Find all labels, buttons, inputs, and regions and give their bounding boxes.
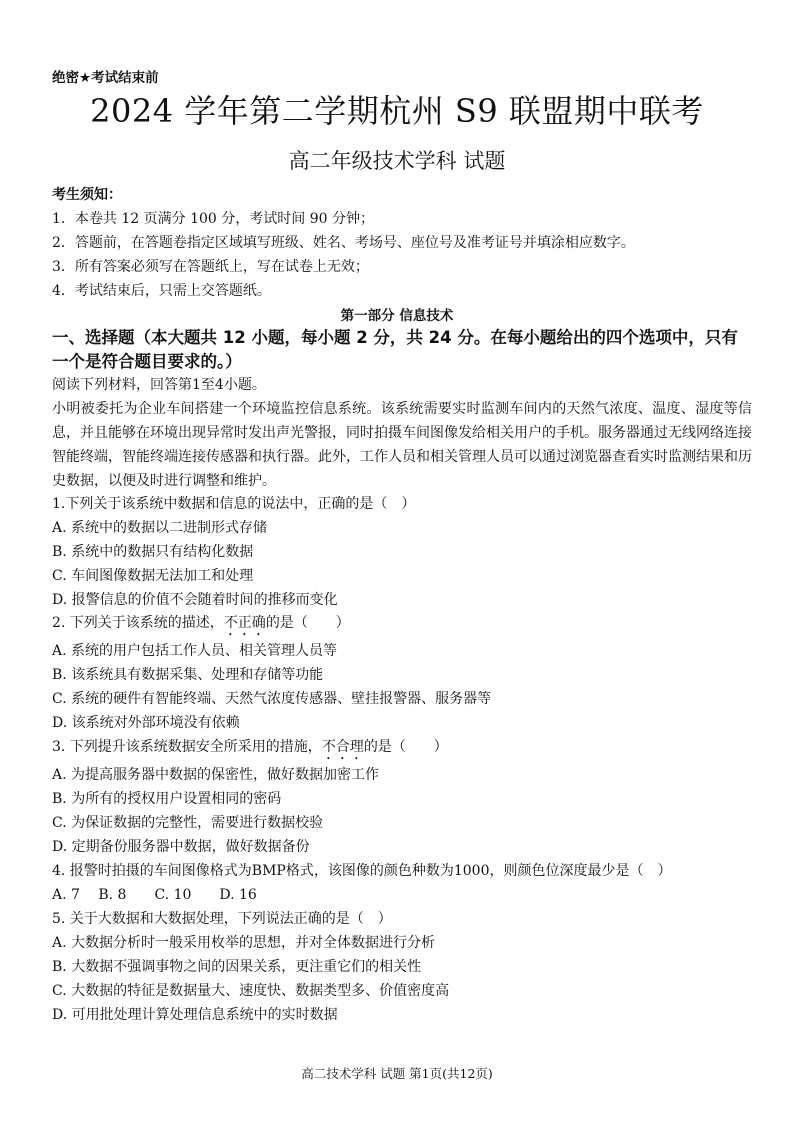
option: D. 该系统对外部环境没有依赖 [52, 715, 240, 731]
notice-heading: 考生须知： [52, 187, 122, 203]
option: C. 为保证数据的完整性，需要进行数据校验 [52, 815, 324, 831]
option: D. 定期备份服务器中数据，做好数据备份 [52, 839, 310, 855]
option: B. 为所有的授权用户设置相同的密码 [52, 791, 282, 807]
emphasized-word: 不合理 [321, 739, 364, 755]
option: C. 车间图像数据无法加工和处理 [52, 568, 254, 584]
option-row: A. 7 B. 8 C. 10 D. 16 [52, 887, 257, 903]
notice-item: 1．本卷共 12 页满分 100 分，考试时间 90 分钟； [52, 211, 374, 227]
notice-item: 3．所有答案必须写在答题纸上，写在试卷上无效； [52, 259, 369, 275]
stem-text: 2. 下列关于该系统的描述， [52, 615, 224, 631]
exam-subtitle: 高二年级技术学科 试题 [288, 149, 506, 173]
stem-text: 的是（ ） [265, 615, 350, 631]
question-stem: 4. 报警时拍摄的车间图像格式为BMP格式，该图像的颜色种数为1000，则颜色位深度最少是（ ） [52, 863, 672, 879]
option: B. 该系统具有数据采集、处理和存储等功能 [52, 667, 324, 683]
option: A. 系统的用户包括工作人员、相关管理人员等 [52, 643, 338, 659]
option: A. 系统中的数据以二进制形式存储 [52, 520, 268, 536]
section-title: 一、选择题（本大题共 12 小题，每小题 2 分，共 24 分。在每小题给出的四个选项中，只有一个是符合题目要求的。） [52, 328, 738, 371]
option: C. 系统的硬件有智能终端、天然气浓度传感器、壁挂报警器、服务器等 [52, 691, 492, 707]
question-stem [52, 736, 448, 763]
page-footer: 高二技术学科 试题 第1页(共12页) [301, 1066, 493, 1081]
option: A. 为提高服务器中数据的保密性，做好数据加密工作 [52, 767, 380, 783]
option: B. 系统中的数据只有结构化数据 [52, 544, 254, 560]
question-stem [52, 612, 350, 639]
notice-item: 2．答题前，在答题卷指定区域填写班级、姓名、考场号、座位号及准考证号并填涂相应数字。 [52, 235, 635, 251]
option: D. 可用批处理计算处理信息系统中的实时数据 [52, 1007, 338, 1023]
stem-text: 3. 下列提升该系统数据安全所采用的措施， [52, 739, 322, 755]
stem-text: 的是（ ） [363, 739, 448, 755]
part-title: 第一部分 信息技术 [340, 308, 454, 324]
exam-title: 2024 学年第二学期杭州 S9 联盟期中联考 [90, 92, 704, 130]
option: A. 大数据分析时一般采用枚举的思想，并对全体数据进行分析 [52, 935, 436, 951]
question-stem: 1.下列关于该系统中数据和信息的说法中，正确的是（ ） [52, 496, 416, 512]
emphasized-word: 不正确 [223, 615, 266, 631]
option: D. 报警信息的价值不会随着时间的推移而变化 [52, 592, 338, 608]
material-text: 小明被委托为企业车间搭建一个环境监控信息系统。该系统需要实时监测车间内的天然气浓度、温度、湿度等信息，并且能够在环境出现异常时发出声光警报，同时拍摄车间图像发给相关用户的手机。服务器通过无线网络连接智能终端，智能终端连接传感器和执行器。此外，工作人员和相关管理人员可以通过浏览器查看实时监测结果和历史数据，以便及时进行调整和维护。 [52, 401, 752, 489]
material-intro: 阅读下列材料，回答第1至4小题。 [52, 377, 266, 393]
option: C. 大数据的特征是数据量大、速度快、数据类型多、价值密度高 [52, 983, 450, 999]
confidential-label: 绝密★考试结束前 [52, 70, 159, 86]
question-stem: 5. 关于大数据和大数据处理，下列说法正确的是（ ） [52, 911, 392, 927]
notice-item: 4．考试结束后，只需上交答题纸。 [52, 283, 271, 299]
option: B. 大数据不强调事物之间的因果关系，更注重它们的相关性 [52, 959, 422, 975]
